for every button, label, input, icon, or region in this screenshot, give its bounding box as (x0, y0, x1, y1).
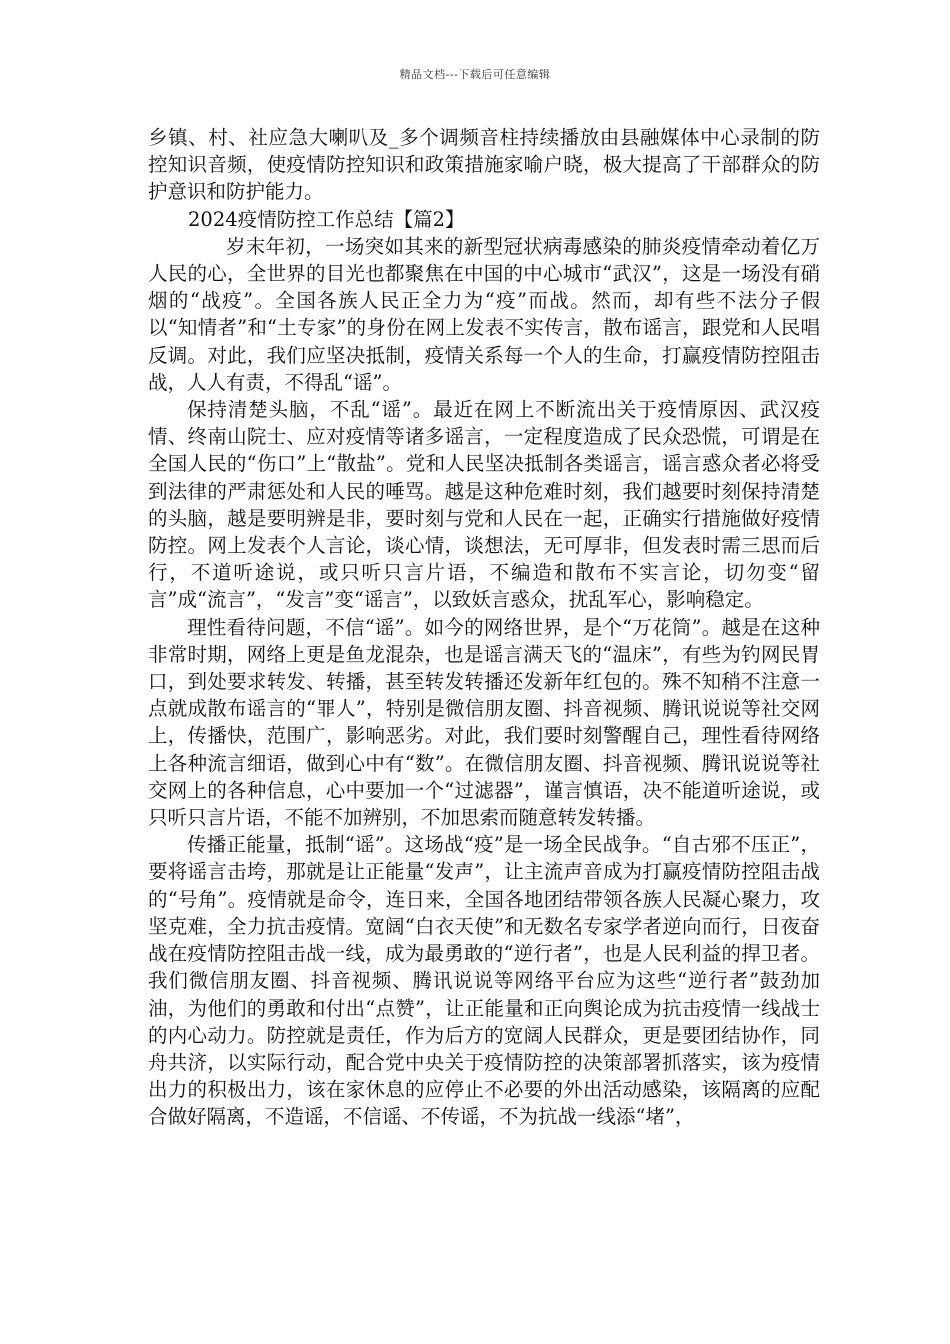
body-paragraph-3: 传播正能量，抵制“谣”。这场战“疫”是一场全民战争。“自古邪不压正”，要将谣言击垮，那就是让正能量“发声”，让主流声音成为打赢疫情防控阻击战的“号角”。疫情就是命令，连日来，全国各地团结带领各族人民凝心聚力，攻坚克难，全力抗击疫情。宽阔“白衣天使”和无数名专家学者逆向而行，日夜奋战在疫情防控阻击战一线，成为最勇敢的“逆行者”，也是人民利益的捍卫者。我们微信朋友圈、抖音视频、腾讯说说等网络平台应为这些“逆行者”鼓劲加油，为他们的勇敢和付出“点赞”，让正能量和正向舆论成为抗击疫情一线战士的内心动力。防控就是责任，作为后方的宽阔人民群众，更是要团结协作，同舟共济，以实际行动，配合党中央关于疫情防控的决策部署抓落实，该为疫情出力的积极出力，该在家休息的应停止不必要的外出活动感染，该隔离的应配合做好隔离，不造谣，不信谣、不传谣，不为抗战一线添“堵”， (148, 833, 820, 1129)
body-paragraph-2: 理性看待问题，不信“谣”。如今的网络世界，是个“万花筒”。越是在这种非常时期，网络上更是鱼龙混杂，也是谣言满天飞的“温床”，有些为钓网民胃口，到处要求转发、转播，甚至转发转播还发新年红包的。殊不知稍不注意一点就成散布谣言的“罪人”，特别是微信朋友圈、抖音视频、腾讯说说等社交网上，传播快，范围广，影响恶劣。对此，我们要时刻警醒自己，理性看待网络上各种流言细语，做到心中有“数”。在微信朋友圈、抖音视频、腾讯说说等社交网上的各种信息，心中要加一个“过滤器”，谨言慎语，决不能道听途说，或只听只言片语，不能不加辨别，不加思索而随意转发转播。 (148, 615, 820, 830)
page-header: 精品文档---下载后可任意编辑 (399, 68, 551, 81)
continuation-paragraph: 乡镇、村、社应急大喇叭及_多个调频音柱持续播放由县融媒体中心录制的防控知识音频，使疫情防控知识和政策措施家喻户晓，极大提高了干部群众的防护意识和防护能力。 (148, 126, 820, 204)
section-title: 2024疫情防控工作总结【篇2】 (188, 207, 465, 231)
intro-paragraph: 岁末年初，一场突如其来的新型冠状病毒感染的肺炎疫情牵动着亿万人民的心，全世界的目光也都聚焦在中国的中心城市“武汉”，这是一场没有硝烟的“战疫”。全国各族人民正全力为“疫”而战。然而，却有些不法分子假以“知情者”和“土专家”的身份在网上发表不实传言，散布谣言，跟党和人民唱反调。对此，我们应坚决抵制，疫情关系每一个人的生命，打赢疫情防控阻击战，人人有责，不得乱“谣”。 (148, 234, 820, 394)
document-body (148, 124, 820, 1131)
body-paragraph-1: 保持清楚头脑，不乱“谣”。最近在网上不断流出关于疫情原因、武汉疫情、终南山院士、应对疫情等诸多谣言，一定程度造成了民众恐慌，可谓是在全国人民的“伤口”上“散盐”。党和人民坚决抵制各类谣言，谣言惑众者必将受到法律的严肃惩处和人民的唾骂。越是这种危难时刻，我们越要时刻保持清楚的头脑，越是要明辨是非，要时刻与党和人民在一起，正确实行措施做好疫情防控。网上发表个人言论，谈心情，谈想法，无可厚非，但发表时需三思而后行，不道听途说，或只听只言片语，不编造和散布不实言论，切勿变“留言”成“流言”，“发言”变“谣言”，以致妖言惑众，扰乱军心，影响稳定。 (148, 398, 820, 612)
